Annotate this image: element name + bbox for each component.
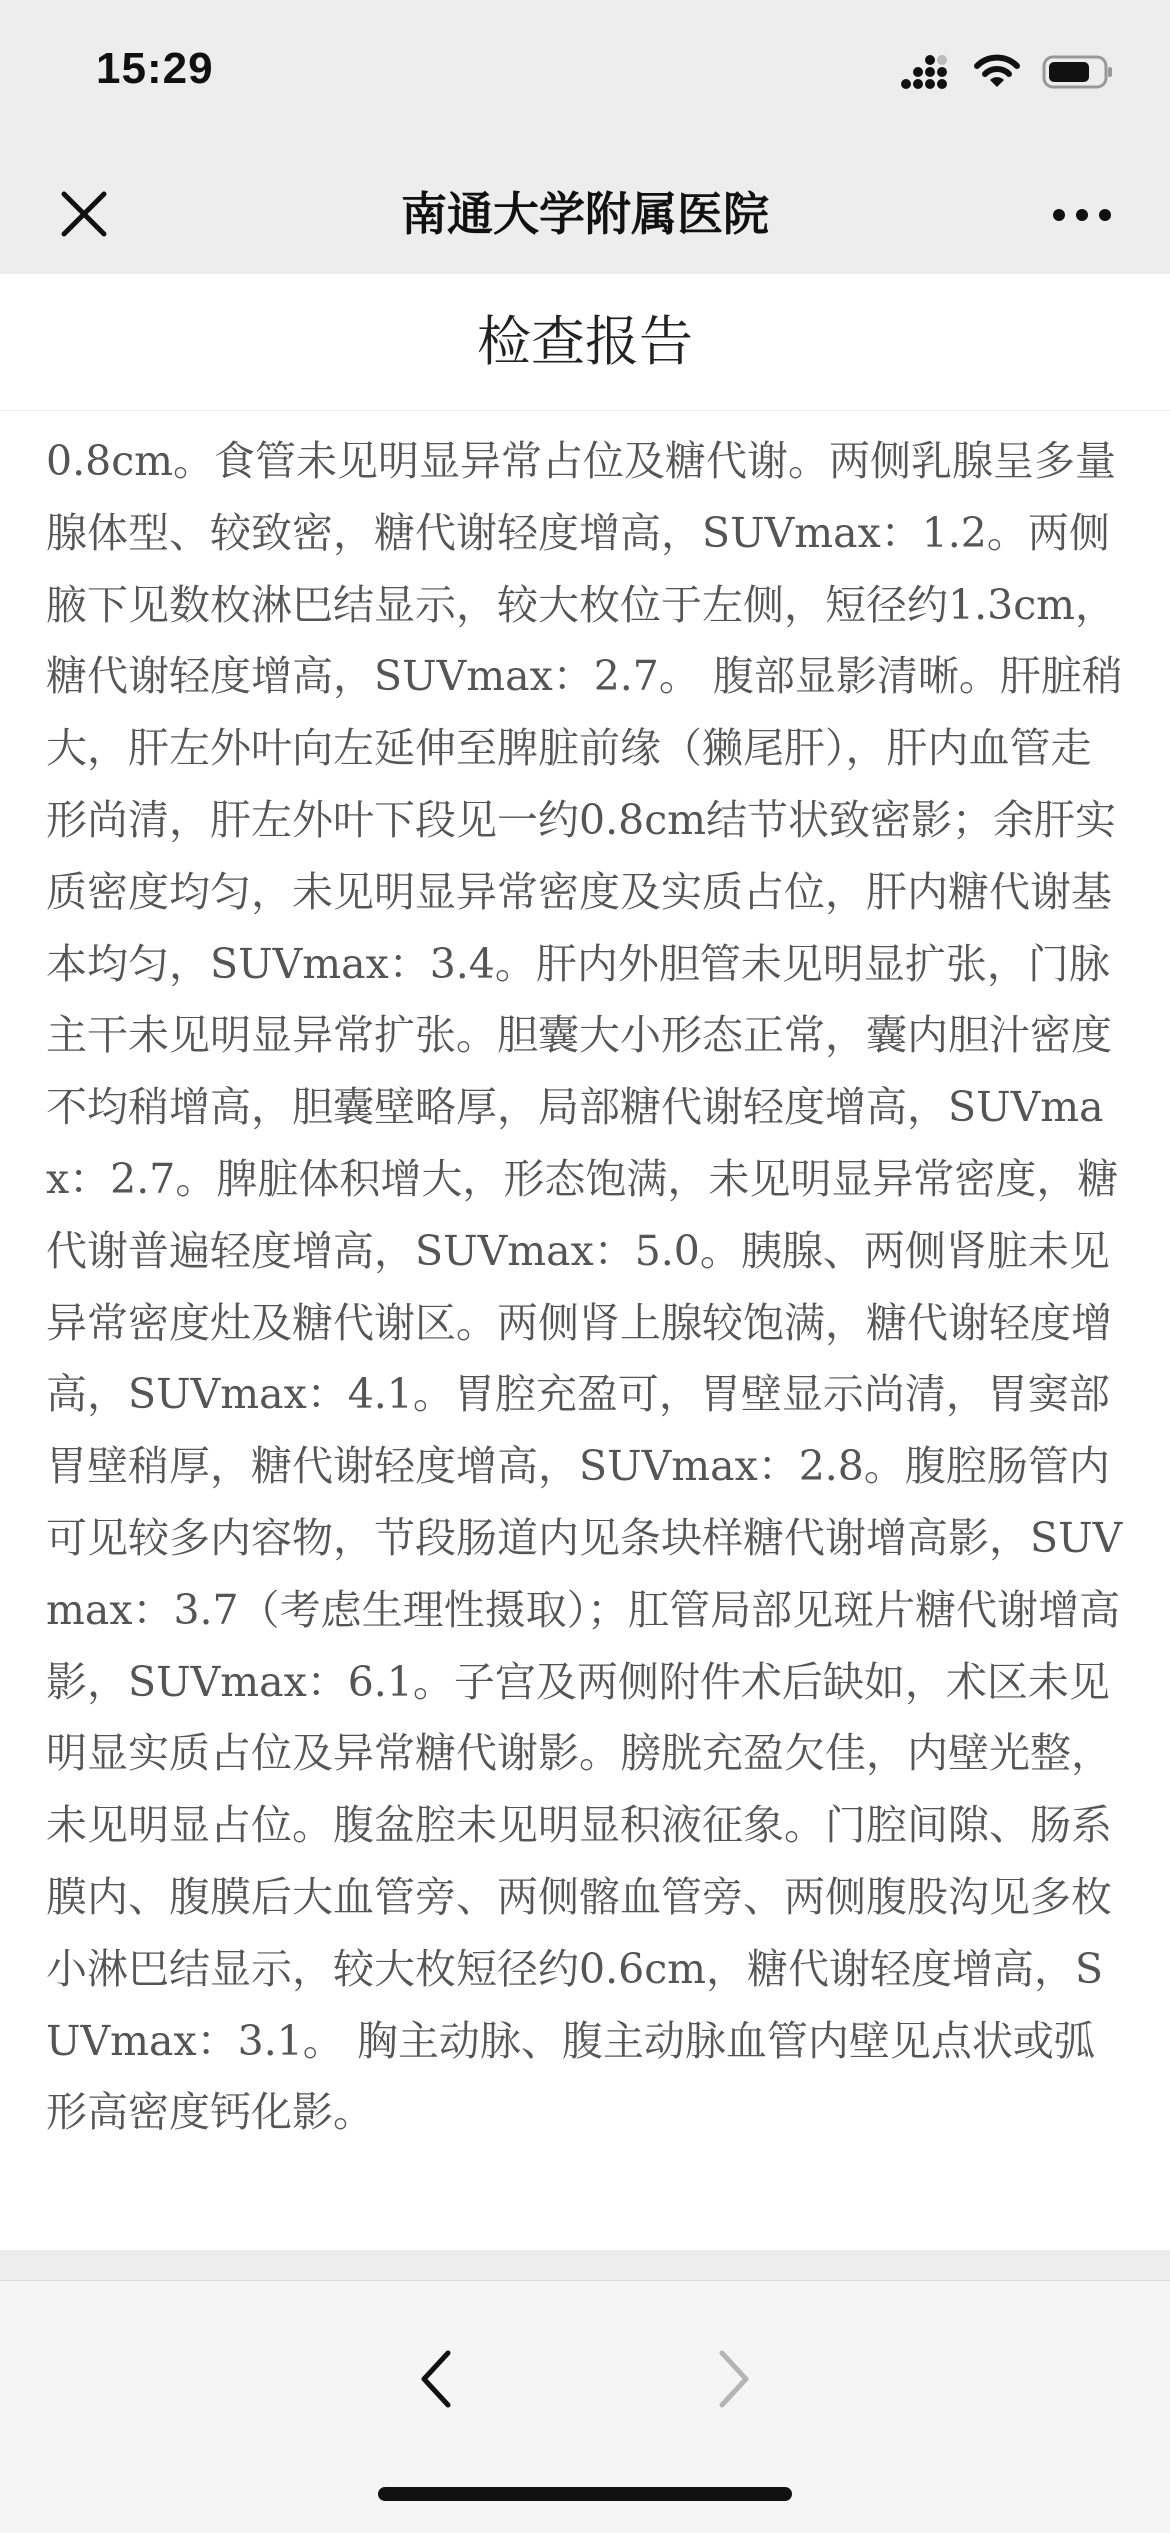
status-time: 15:29 bbox=[96, 44, 214, 93]
more-icon bbox=[1052, 207, 1112, 226]
battery-icon bbox=[1042, 54, 1114, 94]
report-text: 0.8cm。食管未见明显异常占位及糖代谢。两侧乳腺呈多量腺体型、较致密，糖代谢轻度增高，SUVmax：1.2。两侧腋下见数枚淋巴结显示，较大枚位于左侧，短径约1.3cm，糖代谢轻度增高，SUVmax：2.7。 腹部显影清晰。肝脏稍大，肝左外叶向左延伸至脾脏前缘（獭尾肝），肝内血管走形尚清，肝左外叶下段见一约0.8cm结节状致密影；余肝实质密度均匀，未见明显异常密度及实质占位，肝内糖代谢基本均匀，SUVmax：3.4。肝内外胆管未见明显扩张，门脉主干未见明显异常扩张。胆囊大小形态正常，囊内胆汁密度不均稍增高，胆囊壁略厚，局部糖代谢轻度增高，SUVmax：2.7。脾脏体积增大，形态饱满，未见明显异常密度，糖代谢普遍轻度增高，SUVmax：5.0。胰腺、两侧肾脏未见异常密度灶及糖代谢区。两侧肾上腺较饱满，糖代谢轻度增高，SUVmax：4.1。胃腔充盈可，胃壁显示尚清，胃窦部胃壁稍厚，糖代谢轻度增高，SUVmax：2.8。腹腔肠管内可见较多内容物，节段肠道内见条块样糖代谢增高影，SUVmax：3.7（考虑生理性摄取）；肛管局部见斑片糖代谢增高影，SUVmax：6.1。子宫及两侧附件术后缺如，术区未见明显实质占位及异常糖代谢影。膀胱充盈欠佳，内壁光整，未见明显占位。腹盆腔未见明显积液征象。门腔间隙、肠系膜内、腹膜后大血管旁、两侧髂血管旁、两侧腹股沟见多枚小淋巴结显示，较大枚短径约0.6cm，糖代谢轻度增高，SUVmax：3.1。 胸主动脉、腹主动脉血管内壁见点状或弧形高密度钙化影。 bbox=[46, 437, 1123, 2137]
report-content[interactable] bbox=[0, 274, 1170, 2250]
nav-title: 南通大学附属医院 bbox=[401, 187, 769, 241]
forward-button[interactable] bbox=[694, 2341, 774, 2421]
chevron-right-icon bbox=[714, 2349, 754, 2413]
back-button[interactable] bbox=[396, 2341, 476, 2421]
nav-bar bbox=[0, 150, 1170, 274]
signal-icon bbox=[900, 54, 952, 94]
status-bar bbox=[0, 0, 1170, 150]
chevron-left-icon bbox=[416, 2349, 456, 2413]
wifi-icon bbox=[974, 54, 1020, 94]
page-title: 检查报告 bbox=[0, 274, 1170, 411]
bottom-toolbar bbox=[0, 2280, 1170, 2533]
home-indicator[interactable] bbox=[378, 2487, 792, 2501]
status-icons bbox=[900, 54, 1114, 94]
more-button[interactable] bbox=[1042, 186, 1122, 246]
